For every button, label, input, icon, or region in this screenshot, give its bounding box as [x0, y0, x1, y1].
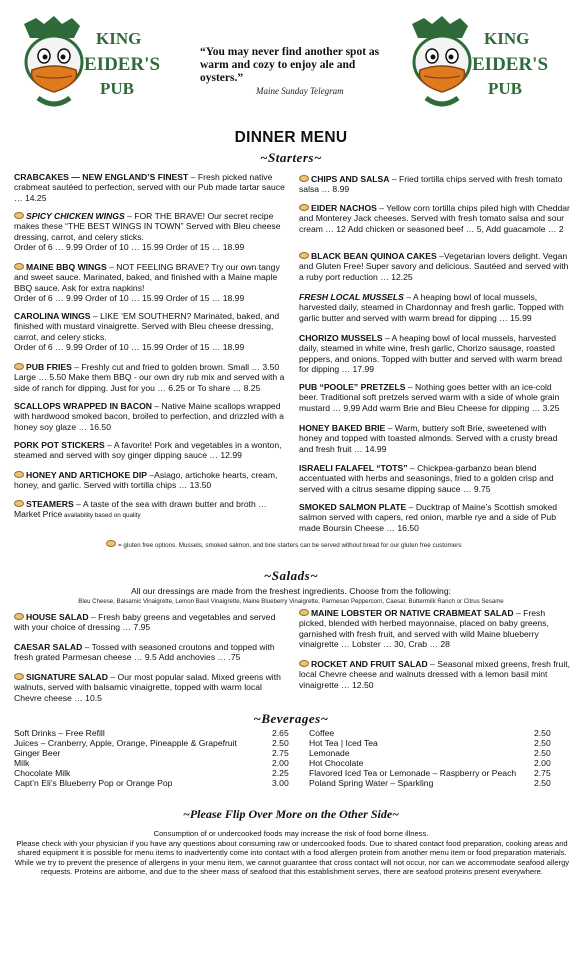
list-item: [309, 778, 551, 788]
menu-title: DINNER MENU: [234, 129, 348, 146]
item-name: MAINE BBQ WINGS: [26, 262, 107, 272]
item-desc: – Fried tortilla chips served with fresh tomato salsa … 8.99: [299, 174, 563, 195]
gluten-free-icon: [14, 363, 24, 370]
bev-price: 2.50: [534, 728, 551, 738]
item-desc: –Asiago, artichoke hearts, cream, honey, and garlic. Served with tortilla chips … 13.50: [14, 470, 278, 491]
item-prices: Market Price: [14, 509, 63, 520]
item-desc: – LIKE ‘EM SOUTHERN? Marinated, baked, and finished with mustard vinaigrette. Served with Bleu cheese dressing, carrot, and celery sticks.: [14, 311, 280, 342]
item-desc: – Ducktrap of Maine’s Scottish smoked salmon served with capers, red onion, marble rye and a side of Pub made Boursin Cheese … 16.50: [299, 502, 558, 533]
logo-word-king: KING: [96, 29, 142, 48]
item-prices: Order of 6 … 9.99 Order of 10 … 15.99 Order of 15 … 18.99: [14, 241, 245, 252]
item-name: CRABCAKES — NEW ENGLAND’S FINEST: [14, 172, 189, 182]
item-prices: Order of 6 … 9.99 Order of 10 … 15.99 Order of 15 … 18.99: [14, 292, 245, 303]
gluten-free-icon: [14, 263, 24, 270]
bev-price: 2.00: [272, 758, 289, 768]
item-name: SIGNATURE SALAD: [26, 672, 108, 682]
logo-word-eiders: EIDER'S: [472, 54, 549, 75]
flip-over-note: ~Please Flip Over More on the Other Side~: [183, 807, 399, 821]
item-name: FRESH LOCAL MUSSELS: [299, 292, 404, 302]
menu-item: [299, 292, 571, 323]
duck-logo-icon: [14, 14, 164, 114]
item-desc: – FOR THE BRAVE! Our secret recipe makes these “THE BEST WINGS IN TOWN” Served with Bleu cheese dressing, carrot, and celery sticks.: [14, 211, 281, 242]
item-desc: – A favorite! Pork and vegetables in a wonton, steamed and served with soy ginger dipping sauce … 12.99: [14, 440, 282, 461]
bev-price: 2.25: [272, 768, 289, 778]
item-desc: – NOT FEELING BRAVE? Try our own tangy and sweet sauce. Marinated, baked, and finished with a Maine maple BBQ sauce. Ask for extra napkins!: [14, 262, 280, 293]
item-desc: – A heaping bowl of local mussels, harvested daily, steamed in white wine, fresh garlic, Chorizo sausage, roasted peppers, and onions. Topped with butter and served with warm bread for dipping … 17.99: [299, 333, 563, 374]
menu-item: [14, 642, 286, 663]
item-desc: –Vegetarian lovers delight. Vegan and Gluten Free! Super savory and delicious. Sautéed and served with a ruby port reduction … 12.25: [299, 251, 569, 282]
consumption-warning: Consumption of or undercooked foods may increase the risk of food borne illness.: [153, 829, 429, 838]
gluten-free-icon: [106, 540, 116, 547]
press-quote: “You may never find another spot as warm and cozy to enjoy ale and oysters.”: [200, 46, 380, 84]
gluten-free-note: [106, 540, 462, 549]
item-name: HONEY AND ARTICHOKE DIP: [26, 470, 147, 480]
menu-item: [14, 311, 286, 352]
bev-price: 2.75: [272, 748, 289, 758]
bev-name: Flavored Iced Tea or Lemonade – Raspberry or Peach: [309, 768, 517, 778]
gluten-free-icon: [14, 613, 24, 620]
bev-name: Lemonade: [309, 748, 350, 758]
list-item: [14, 748, 289, 758]
item-desc: – Fresh picked native crabmeat sautéed to perfection, served with our Pub made tartar sauce … 14.25: [14, 172, 285, 203]
item-desc: – A heaping bowl of local mussels, harvested daily, steamed in Chardonnay and fresh garlic. Topped with garlic butter and served with warm bread for dipping … 15.99: [299, 292, 564, 323]
gluten-free-icon: [14, 500, 24, 507]
bev-price: 2.75: [534, 768, 551, 778]
menu-item: [14, 470, 286, 491]
bev-price: 2.50: [534, 778, 551, 788]
item-desc: – Tossed with seasoned croutons and topped with fresh grated Parmesan cheese … 9.5 Add anchovies … .75: [14, 642, 275, 663]
king-eiders-logo-left: [14, 14, 164, 114]
bev-name: Chocolate Milk: [14, 768, 71, 778]
logo-word-pub: PUB: [100, 79, 134, 98]
menu-item: [14, 672, 286, 703]
gluten-free-icon: [299, 204, 309, 211]
item-desc: – Fresh baby greens and vegetables and served with your choice of dressing … 7.95: [14, 612, 276, 633]
gluten-free-icon: [14, 471, 24, 478]
starters-title: ~Starters~: [260, 150, 322, 165]
gluten-free-icon: [299, 609, 309, 616]
bev-name: Hot Chocolate: [309, 758, 364, 768]
item-name: EIDER NACHOS: [311, 203, 377, 213]
item-name: PUB “POOLE” PRETZELS: [299, 382, 406, 392]
item-name: CAESAR SALAD: [14, 642, 83, 652]
menu-item: [14, 362, 286, 393]
allergy-disclaimer: Please check with your physician if you have any questions about consuming raw or undercooked foods. Due to shared contact food preparation, cooking areas and shared equipment it is possible for menu items to inadvertently come into contact with a food allergen protein from another menu item or food preparation materials. While we try to prevent the presence of allergens in your menu item, we cannot guarantee that cross contact will not occur, nor can we accommodate seafood allergy requests. Proteins are airborne, and due to the sheer mass of seafood that this establishment serves, there are seafood proteins present everywhere.: [14, 839, 570, 876]
bev-name: Hot Tea | Iced Tea: [309, 738, 378, 748]
menu-item: [14, 262, 286, 303]
item-desc: – Seasonal mixed greens, fresh fruit, local Chevre cheese and walnuts dressed with a lemon basil mint vinaigrette … 12.50: [299, 659, 571, 690]
menu-item: [299, 203, 571, 234]
item-name: PUB FRIES: [26, 362, 72, 372]
menu-item: [299, 333, 571, 374]
list-item: [14, 738, 289, 748]
salads-title: ~Salads~: [263, 568, 319, 583]
bev-price: 2.50: [534, 748, 551, 758]
item-desc: – A taste of the sea with drawn butter and broth …: [73, 499, 267, 509]
bev-name: Ginger Beer: [14, 748, 61, 758]
item-name: HONEY BAKED BRIE: [299, 423, 386, 433]
item-name: SPICY CHICKEN WINGS: [26, 211, 125, 221]
gluten-free-icon: [299, 660, 309, 667]
bev-price: 2.50: [534, 738, 551, 748]
item-name: SMOKED SALMON PLATE: [299, 502, 407, 512]
king-eiders-logo-right: [402, 14, 552, 114]
bev-price: 2.50: [272, 738, 289, 748]
menu-item: [14, 401, 286, 432]
gluten-free-icon: [14, 673, 24, 680]
bev-price: 3.00: [272, 778, 289, 788]
menu-item: [299, 174, 571, 195]
bev-name: Coffee: [309, 728, 335, 738]
list-item: [309, 748, 551, 758]
list-item: [14, 768, 289, 778]
item-name: PORK POT STICKERS: [14, 440, 105, 450]
logo-word-pub: PUB: [488, 79, 522, 98]
list-item: [14, 728, 289, 738]
item-desc: – Chickpea-garbanzo bean blend accentuated with herbs and seasonings, fried to a golden crisp and served with a citrus sesame dipping sauce … 9.75: [299, 463, 554, 494]
menu-item: [14, 499, 267, 522]
item-desc: – Fresh picked, blended with herbed mayonnaise, placed on baby greens, garnished with fresh fruit, and served with wild Maine blueberry vinaigrette … Lobster … 30, Crab … 28: [299, 608, 549, 649]
list-item: [309, 738, 551, 748]
quote-source: Maine Sunday Telegram: [256, 86, 344, 96]
gf-note-text: = gluten free options. Mussels, smoked salmon, and brie starters can be served without bread for our gluten free customers: [118, 542, 462, 549]
bev-name: Juices – Cranberry, Apple, Orange, Pineapple & Grapefruit: [14, 738, 237, 748]
dressings-intro: All our dressings are made from the freshest ingredients. Choose from the following:: [130, 586, 452, 596]
item-name: CHIPS AND SALSA: [311, 174, 390, 184]
item-name: ROCKET AND FRUIT SALAD: [311, 659, 428, 669]
menu-item: [14, 211, 286, 252]
item-desc: – Nothing goes better with an ice-cold beer. Traditional soft pretzels served warm with a side of whole grain mustard … 9.99 Add warm Brie and Bleu Cheese for dipping … 3.25: [299, 382, 560, 413]
item-name: BLACK BEAN QUINOA CAKES: [311, 251, 437, 261]
menu-item: [14, 612, 286, 633]
list-item: [14, 778, 289, 788]
item-prices: Order of 6 … 9.99 Order of 10 … 15.99 Order of 15 … 18.99: [14, 341, 245, 352]
item-name: MAINE LOBSTER OR NATIVE CRABMEAT SALAD: [311, 608, 514, 618]
list-item: [309, 768, 551, 778]
item-desc: – Warm, buttery soft Brie, sweetened with honey and topped with toasted almonds. Served with a crusty bread and fresh fruit … 14.99: [299, 423, 558, 454]
menu-item: [299, 423, 571, 454]
list-item: [309, 758, 551, 768]
item-desc: – Our most popular salad. Mixed greens with walnuts, served with balsamic vinaigrette, topped with warm local Chevre cheese … 10.5: [14, 672, 281, 703]
gluten-free-icon: [299, 175, 309, 182]
bev-price: 2.00: [534, 758, 551, 768]
menu-item: [14, 172, 286, 203]
logo-word-king: KING: [484, 29, 530, 48]
item-name: STEAMERS: [26, 499, 74, 509]
dressings-list: Bleu Cheese, Balsamic Vinaigrette, Lemon Basil Vinaigrette, Maine Blueberry Vinaigrette, Parmesan Peppercorn, Caesar, Buttermilk Ranch or Citrus Sesame: [78, 598, 504, 605]
menu-item: [14, 440, 286, 461]
menu-item: [299, 659, 571, 690]
item-note: availability based on quality: [62, 512, 141, 520]
item-name: CHORIZO MUSSELS: [299, 333, 383, 343]
list-item: [309, 728, 551, 738]
bev-name: Poland Spring Water – Sparkling: [309, 778, 434, 788]
item-desc: – Yellow corn tortilla chips piled high with Cheddar and Monterey Jack cheeses. Served with fresh tomato salsa and sour cream … 12 Add chicken or seasoned beef … 5, Add guacamole … 2: [299, 203, 570, 234]
list-item: [14, 758, 289, 768]
item-name: HOUSE SALAD: [26, 612, 89, 622]
item-name: ISRAELI FALAFEL “TOTS”: [299, 463, 408, 473]
gluten-free-icon: [14, 212, 24, 219]
menu-item: [299, 502, 571, 533]
beverages-title: ~Beverages~: [253, 711, 329, 726]
bev-name: Milk: [14, 758, 30, 768]
menu-item: [299, 463, 571, 494]
menu-item: [299, 608, 571, 649]
item-desc: – Freshly cut and fried to golden brown. Small … 3.50 Large … 5.50 Make them BBQ - our own dry rub mix and served with a side of ranch for dipping. Just for you … 6.25 or To share … 8.25: [14, 362, 285, 393]
logo-word-eiders: EIDER'S: [84, 54, 161, 75]
menu-item: [299, 251, 571, 282]
bev-price: 2.65: [272, 728, 289, 738]
item-desc: – Native Maine scallops wrapped with hardwood smoked bacon, broiled to perfection, and drizzled with a honey soy glaze … 16.50: [14, 401, 284, 432]
menu-item: [299, 382, 571, 413]
item-name: CAROLINA WINGS: [14, 311, 91, 321]
bev-name: Soft Drinks – Free Refill: [14, 728, 105, 738]
gluten-free-icon: [299, 252, 309, 259]
duck-logo-icon: [402, 14, 552, 114]
item-name: SCALLOPS WRAPPED IN BACON: [14, 401, 152, 411]
bev-name: Capt’n Eli’s Blueberry Pop or Orange Pop: [14, 778, 173, 788]
